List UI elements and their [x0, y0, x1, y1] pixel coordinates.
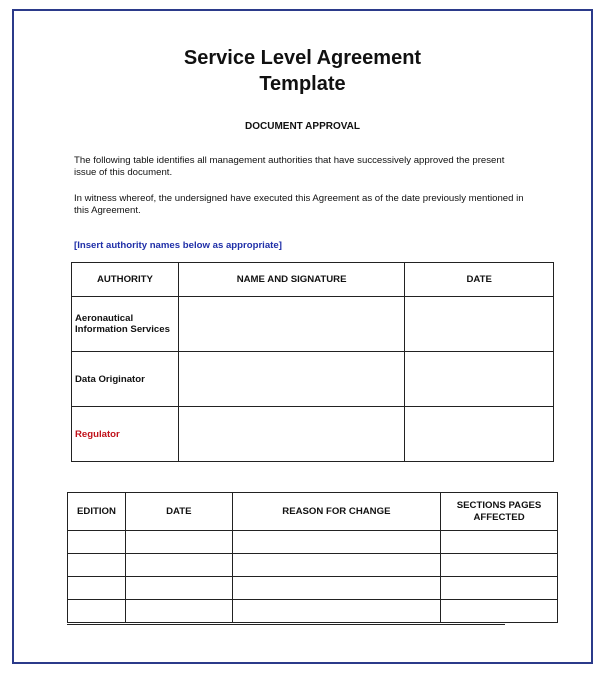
date-cell[interactable]	[405, 407, 554, 462]
date-cell[interactable]	[405, 297, 554, 352]
approval-header-row	[72, 263, 554, 297]
table-row	[68, 600, 558, 623]
sections-cell[interactable]	[441, 531, 558, 554]
table-row	[72, 352, 554, 407]
name-signature-cell[interactable]	[178, 297, 404, 352]
revision-header-row	[68, 493, 558, 531]
header-reason-for-change: REASON FOR CHANGE	[232, 493, 440, 531]
header-date: DATE	[405, 263, 554, 297]
title-line-1: Service Level Agreement	[183, 47, 422, 69]
edition-cell[interactable]	[68, 531, 126, 554]
sections-cell[interactable]	[441, 600, 558, 623]
date-cell[interactable]	[125, 600, 232, 623]
table-row	[72, 297, 554, 352]
title-line-2: Template	[259, 73, 346, 95]
authority-cell: Regulator	[72, 407, 179, 462]
header-name-signature: NAME AND SIGNATURE	[178, 263, 404, 297]
revision-table	[67, 492, 558, 623]
authority-instruction: [Insert authority names below as appropriate]	[74, 240, 282, 251]
reason-cell[interactable]	[232, 554, 440, 577]
table-row	[68, 554, 558, 577]
authority-cell: Data Originator	[72, 352, 179, 407]
edition-cell[interactable]	[68, 554, 126, 577]
header-date: DATE	[125, 493, 232, 531]
table-row	[72, 407, 554, 462]
approval-intro-paragraph: The following table identifies all management authorities that have successively approved the present issue of this document.	[74, 155, 505, 178]
date-cell[interactable]	[125, 531, 232, 554]
edition-cell[interactable]	[68, 577, 126, 600]
table-row	[68, 577, 558, 600]
authority-cell: Aeronautical Information Services	[72, 297, 179, 352]
witness-paragraph: In witness whereof, the undersigned have executed this Agreement as of the date previously mentioned in this Agreement.	[74, 193, 524, 216]
table-row	[68, 531, 558, 554]
table-bottom-line	[67, 624, 505, 625]
reason-cell[interactable]	[232, 531, 440, 554]
document-approval-heading: DOCUMENT APPROVAL	[245, 121, 360, 132]
sections-cell[interactable]	[441, 554, 558, 577]
document-page	[12, 9, 593, 664]
date-cell[interactable]	[125, 554, 232, 577]
reason-cell[interactable]	[232, 600, 440, 623]
document-title	[14, 45, 591, 97]
date-cell[interactable]	[125, 577, 232, 600]
header-edition: EDITION	[68, 493, 126, 531]
sections-cell[interactable]	[441, 577, 558, 600]
reason-cell[interactable]	[232, 577, 440, 600]
name-signature-cell[interactable]	[178, 352, 404, 407]
edition-cell[interactable]	[68, 600, 126, 623]
date-cell[interactable]	[405, 352, 554, 407]
name-signature-cell[interactable]	[178, 407, 404, 462]
approval-table	[71, 262, 554, 462]
header-authority: AUTHORITY	[72, 263, 179, 297]
header-sections-pages-affected: SECTIONS PAGES AFFECTED	[441, 493, 558, 531]
